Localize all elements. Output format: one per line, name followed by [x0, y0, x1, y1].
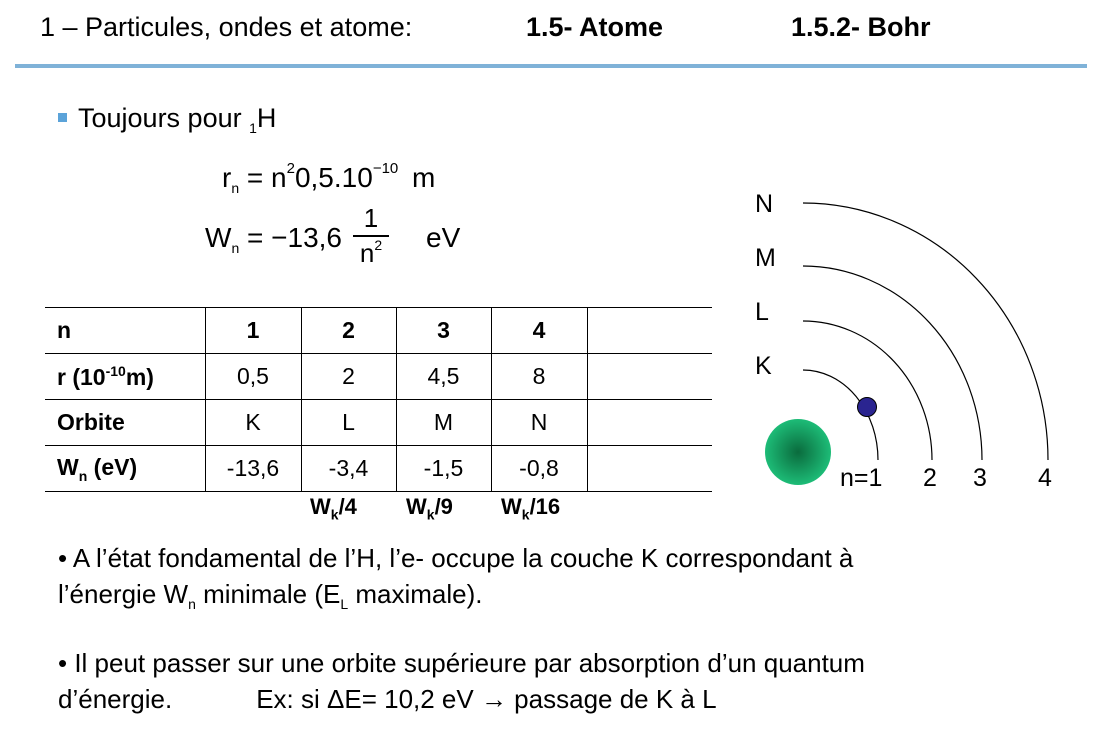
shell-label-m: M	[755, 244, 776, 272]
subsection-title: 1.5.2- Bohr	[791, 12, 931, 42]
table-cell: N	[491, 400, 587, 446]
table-row	[45, 354, 712, 400]
table-header-cell: 4	[491, 308, 587, 354]
table-empty-cell	[587, 354, 712, 400]
table-cell: M	[396, 400, 491, 446]
table-row	[45, 308, 712, 354]
table-header-cell: 1	[205, 308, 301, 354]
bohr-diagram	[740, 180, 1080, 510]
table-cell: 0,5	[205, 354, 301, 400]
table-cell: K	[205, 400, 301, 446]
table-row	[45, 400, 712, 446]
formula-radius: $r_n = n^20,5.10^{-10}$ m	[222, 160, 436, 196]
table-cell: -3,4	[301, 446, 396, 492]
table-cell: L	[301, 400, 396, 446]
table-empty-cell	[587, 446, 712, 492]
shell-label-l: L	[755, 298, 769, 326]
table-row-label: $W_n$ (eV)	[45, 446, 205, 492]
orbit-n-shell	[803, 203, 1048, 460]
quantum-number-label: 3	[973, 464, 987, 492]
paragraph-absorption: • Il peut passer sur une orbite supérieure par absorption d’un quantum d’énergie. Ex: si ΔE= 10,2 eV → passage de K à L	[58, 648, 865, 714]
table-row	[45, 446, 712, 492]
table-cell: -1,5	[396, 446, 491, 492]
header-divider	[15, 64, 1087, 68]
quantum-number-label: 2	[923, 464, 937, 492]
quantum-number-label: 4	[1038, 464, 1052, 492]
table-cell: 4,5	[396, 354, 491, 400]
ratio-label: $W_k/9$	[406, 494, 453, 523]
energy-table	[45, 307, 712, 492]
formula-energy-fraction: 1 $n^2$	[353, 203, 389, 269]
section-title: 1.5- Atome	[526, 12, 664, 42]
intro-line: Toujours pour $_1$H	[78, 103, 277, 136]
formula-energy-unit: eV	[426, 222, 461, 253]
nucleus	[765, 419, 831, 485]
table-header-cell: 3	[396, 308, 491, 354]
ratio-label: $W_k/16$	[501, 494, 561, 523]
quantum-number-label: n=1	[840, 464, 883, 492]
table-header-cell: 2	[301, 308, 396, 354]
orbit-m-shell	[803, 266, 982, 460]
chapter-title: 1 – Particules, ondes et atome:	[40, 12, 413, 42]
ratio-label: $W_k/4$	[310, 494, 357, 523]
table-cell: 2	[301, 354, 396, 400]
formula-energy-lhs: $W_n = -13,6$	[205, 222, 342, 256]
table-cell: -0,8	[491, 446, 587, 492]
table-row-label: r $(10^{-10}m)$	[45, 354, 205, 400]
shell-label-n: N	[755, 190, 774, 218]
table-header-cell: n	[45, 308, 205, 354]
table-empty-cell	[587, 308, 712, 354]
table-cell: 8	[491, 354, 587, 400]
shell-label-k: K	[755, 352, 772, 380]
electron	[858, 398, 877, 417]
table-row-label: Orbite	[45, 400, 205, 446]
bullet-square-icon	[58, 113, 67, 122]
table-empty-cell	[587, 400, 712, 446]
paragraph-ground-state: • A l’état fondamental de l’H, l’e- occupe la couche K correspondant à l’énergie $W_n$ minimale ($E_L$ maximale).	[58, 543, 854, 612]
table-cell: -13,6	[205, 446, 301, 492]
